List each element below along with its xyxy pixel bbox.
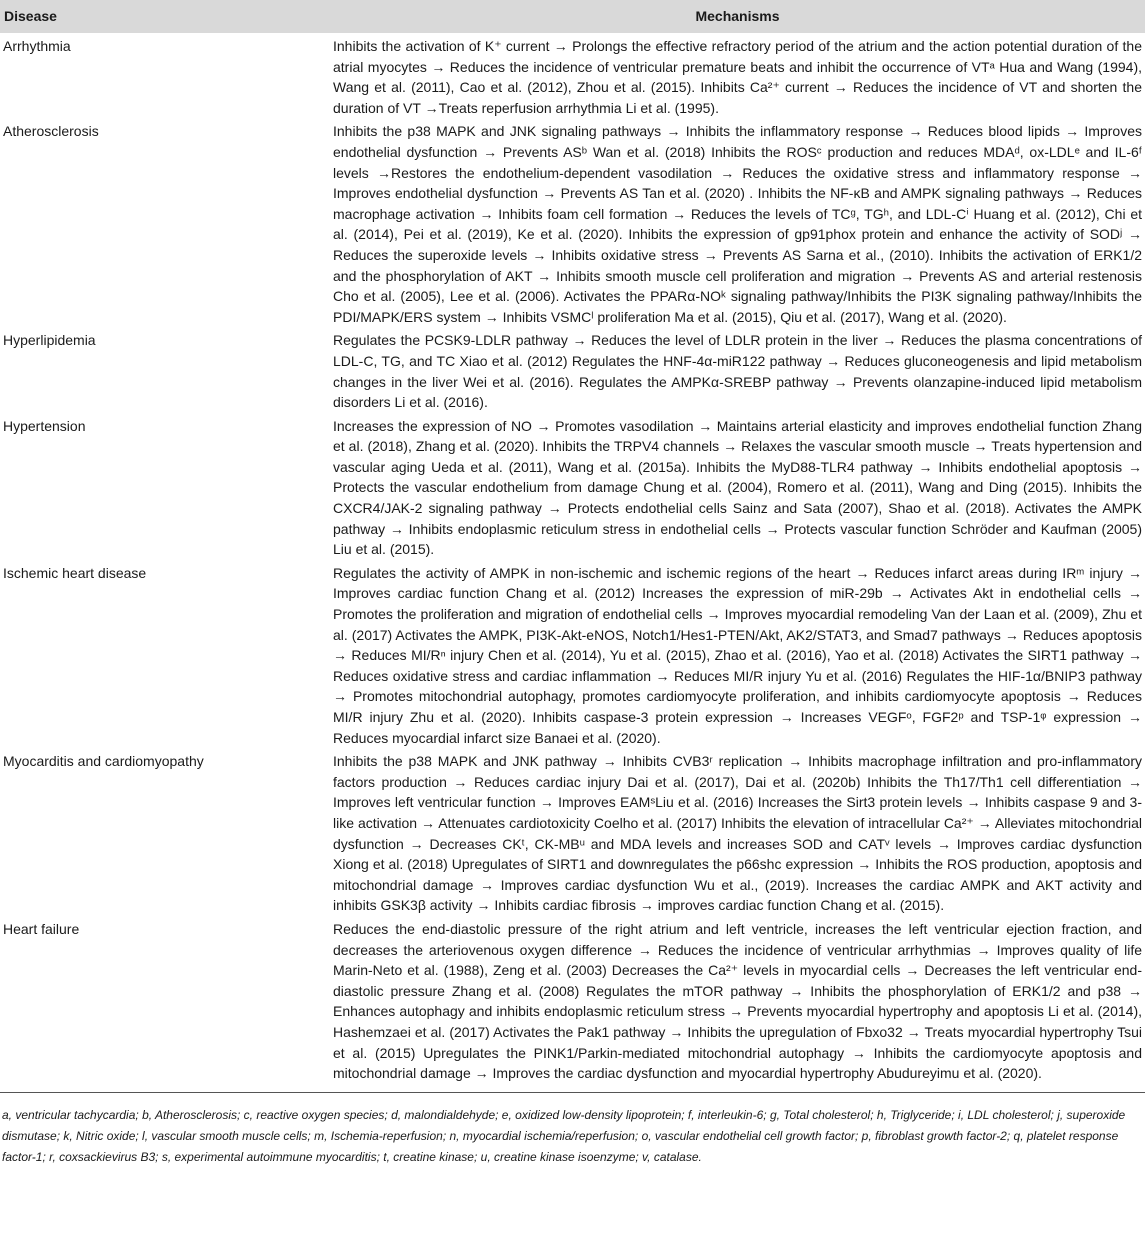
table-row [0, 916, 1145, 1092]
mechanisms-cell: Inhibits the p38 MAPK and JNK signaling pathways → Inhibits the inflammatory response → Reduces blood lipids → Improves endothelial dysfunction → Prevents ASᵇ Wan et al. (2018) Inhibits the ROSᶜ production and reduces MDAᵈ, ox-LDLᵉ and IL-6ᶠ levels →Restores the endothelium-dependent vasodilation → Reduces the oxidative stress and inflammatory response → Improves endothelial dysfunction → Prevents AS Tan et al. (2020) . Inhibits the NF-κB and AMPK signaling pathways → Reduces macrophage activation → Inhibits foam cell formation → Reduces the levels of TCᵍ, TGʰ, and LDL-Cⁱ Huang et al. (2012), Chi et al. (2014), Pei et al. (2019), Ke et al. (2020). Inhibits the expression of gp91phox protein and enhance the activity of SODʲ → Reduces the superoxide levels → Inhibits oxidative stress → Prevents AS Sarna et al., (2010). Inhibits the activation of ERK1/2 and the phosphorylation of AKT → Inhibits smooth muscle cell proliferation and migration → Prevents AS and arterial restenosis Cho et al. (2005), Lee et al. (2006). Activates the PPARα-NOᵏ signaling pathway/Inhibits the PI3K signaling pathway/Inhibits the PDI/MAPK/ERS system → Inhibits VSMCˡ proliferation Ma et al. (2015), Qiu et al. (2017), Wang et al. (2020). [333, 123, 1142, 325]
mechanisms-cell: Reduces the end-diastolic pressure of the right atrium and left ventricle, increases the left ventricular ejection fraction, and decreases the arteriovenous oxygen difference → Reduces the incidence of ventricular arrhythmias → Improves quality of life Marin-Neto et al. (1988), Zeng et al. (2003) Decreases the Ca²⁺ levels in myocardial cells → Decreases the left ventricular end-diastolic pressure Zhang et al. (2008) Regulates the mTOR pathway → Inhibits the phosphorylation of ERK1/2 and p38 → Enhances autophagy and inhibits endoplasmic reticulum stress → Prevents myocardial hypertrophy and apoptosis Li et al. (2014), Hashemzaei et al. (2017) Activates the Pak1 pathway → Inhibits the upregulation of Fbxo32 → Treats myocardial hypertrophy Tsui et al. (2015) Upregulates the PINK1/Parkin-mediated mitochondrial autophagy → Inhibits the cardiomyocyte apoptosis and mitochondrial damage → Improves the cardiac dysfunction and myocardial hypertrophy Abudureyimu et al. (2020). [333, 920, 1142, 1082]
header-disease: Disease [0, 0, 330, 33]
disease-cell: Hypertension [3, 417, 86, 434]
disease-cell: Myocarditis and cardiomyopathy [3, 753, 204, 770]
table-row [0, 413, 1145, 560]
abbreviation-footnote: a, ventricular tachycardia; b, Atherosclerosis; c, reactive oxygen species; d, malondialdehyde; e, oxidized low-density lipoprotein; f, interleukin-6; g, Total cholesterol; h, Triglyceride; i, LDL cholesterol; j, superoxide dismutase; k, Nitric oxide; l, vascular smooth muscle cells; m, Ischemia-reperfusion; n, myocardial ischemia/reperfusion; o, vascular endothelial cell growth factor; p, fibroblast growth factor-2; q, platelet response factor-1; r, coxsackievirus B3; s, experimental autoimmune myocarditis; t, creatine kinase; u, creatine kinase isoenzyme; v, catalase. [2, 1107, 1126, 1164]
table-row [0, 327, 1145, 412]
table-row [0, 748, 1145, 916]
mechanisms-cell: Regulates the PCSK9-LDLR pathway → Reduces the level of LDLR protein in the liver → Reduces the plasma concentrations of LDL-C, TG, and TC Xiao et al. (2012) Regulates the HNF-4α-miR122 pathway → Reduces gluconeogenesis and lipid metabolism changes in the liver Wei et al. (2016). Regulates the AMPKα-SREBP pathway → Prevents olanzapine-induced lipid metabolism disorders Li et al. (2016). [333, 332, 1142, 411]
mechanisms-cell: Inhibits the activation of K⁺ current → Prolongs the effective refractory period of the atrium and the action potential duration of the atrial myocytes → Reduces the incidence of ventricular premature beats and inhibit the occurrence of VTᵃ Hua and Wang (1994), Wang et al. (2011), Cao et al. (2012), Zhou et al. (2015). Inhibits Ca²⁺ current → Reduces the incidence of VT and shorten the duration of VT →Treats reperfusion arrhythmia Li et al. (1995). [333, 38, 1142, 116]
mechanisms-cell: Inhibits the p38 MAPK and JNK pathway → Inhibits CVB3ʳ replication → Inhibits macrophage infiltration and pro-inflammatory factors production → Reduces cardiac injury Dai et al. (2017), Dai et al. (2020b) Inhibits the Th17/Th1 cell differentiation → Improves left ventricular function → Improves EAMˢLiu et al. (2016) Increases the Sirt3 protein levels → Inhibits caspase 9 and 3-like activation → Attenuates cardiotoxicity Coelho et al. (2017) Inhibits the elevation of intracellular Ca²⁺ → Alleviates mitochondrial dysfunction → Decreases CKᵗ, CK-MBᵘ and MDA levels and increases SOD and CATᵛ levels → Improves cardiac dysfunction Xiong et al. (2018) Upregulates of SIRT1 and downregulates the p66shc expression → Inhibits the ROS production, apoptosis and mitochondrial damage → Improves cardiac dysfunction Wu et al., (2019). Increases the cardiac AMPK and AKT activity and inhibits GSK3β activity → Inhibits cardiac fibrosis → improves cardiac function Chang et al. (2015). [333, 753, 1142, 914]
disease-cell: Hyperlipidemia [3, 332, 96, 349]
mechanisms-cell: Regulates the activity of AMPK in non-ischemic and ischemic regions of the heart → Reduces infarct areas during IRᵐ injury → Improves cardiac function Chang et al. (2012) Increases the expression of miR-29b → Activates Akt in endothelial cells → Promotes the proliferation and migration of endothelial cells → Improves myocardial remodeling Van der Laan et al. (2009), Zhu et al. (2017) Activates the AMPK, PI3K-Akt-eNOS, Notch1/Hes1-PTEN/Akt, AK2/STAT3, and Smad7 pathways → Reduces apoptosis → Reduces MI/Rⁿ injury Chen et al. (2014), Yu et al. (2015), Zhao et al. (2016), Yao et al. (2018) Activates the SIRT1 pathway → Reduces oxidative stress and cardiac inflammation → Reduces MI/R injury Yu et al. (2016) Regulates the HIF-1α/BNIP3 pathway → Promotes mitochondrial autophagy, promotes cardiomyocyte proliferation, and inhibits cardiomyocyte apoptosis → Reduces MI/R injury Zhu et al. (2020). Inhibits caspase-3 protein expression → Increases VEGFᵒ, FGF2ᵖ and TSP-1ᵠ expression → Reduces myocardial infarct size Banaei et al. (2020). [333, 564, 1142, 746]
table-bottom-rule [0, 1092, 1145, 1093]
table-row [0, 118, 1145, 327]
mechanisms-cell: Increases the expression of NO → Promotes vasodilation → Maintains arterial elasticity and improves endothelial function Zhang et al. (2018), Zhang et al. (2020). Inhibits the TRPV4 channels → Relaxes the vascular smooth muscle → Treats hypertension and vascular aging Ueda et al. (2011), Wang et al. (2015a). Inhibits the MyD88-TLR4 pathway → Inhibits endothelial apoptosis → Protects the vascular endothelium from damage Chung et al. (2004), Romero et al. (2011), Wang and Ding (2015). Inhibits the CXCR4/JAK-2 signaling pathway → Protects endothelial cells Sainz and Sata (2007), Shao et al. (2018). Activates the AMPK pathway → Inhibits endoplasmic reticulum stress in endothelial cells → Protects vascular function Schröder and Kaufman (2005) Liu et al. (2015). [333, 417, 1142, 558]
table-row [0, 33, 1145, 118]
table-body [0, 33, 1145, 1092]
disease-cell: Arrhythmia [3, 38, 71, 54]
header-mechanisms: Mechanisms [330, 0, 1145, 33]
disease-cell: Atherosclerosis [3, 123, 99, 140]
table-row [0, 560, 1145, 748]
table-header [0, 0, 1145, 33]
disease-cell: Ischemic heart disease [3, 564, 147, 581]
disease-cell: Heart failure [3, 920, 80, 937]
